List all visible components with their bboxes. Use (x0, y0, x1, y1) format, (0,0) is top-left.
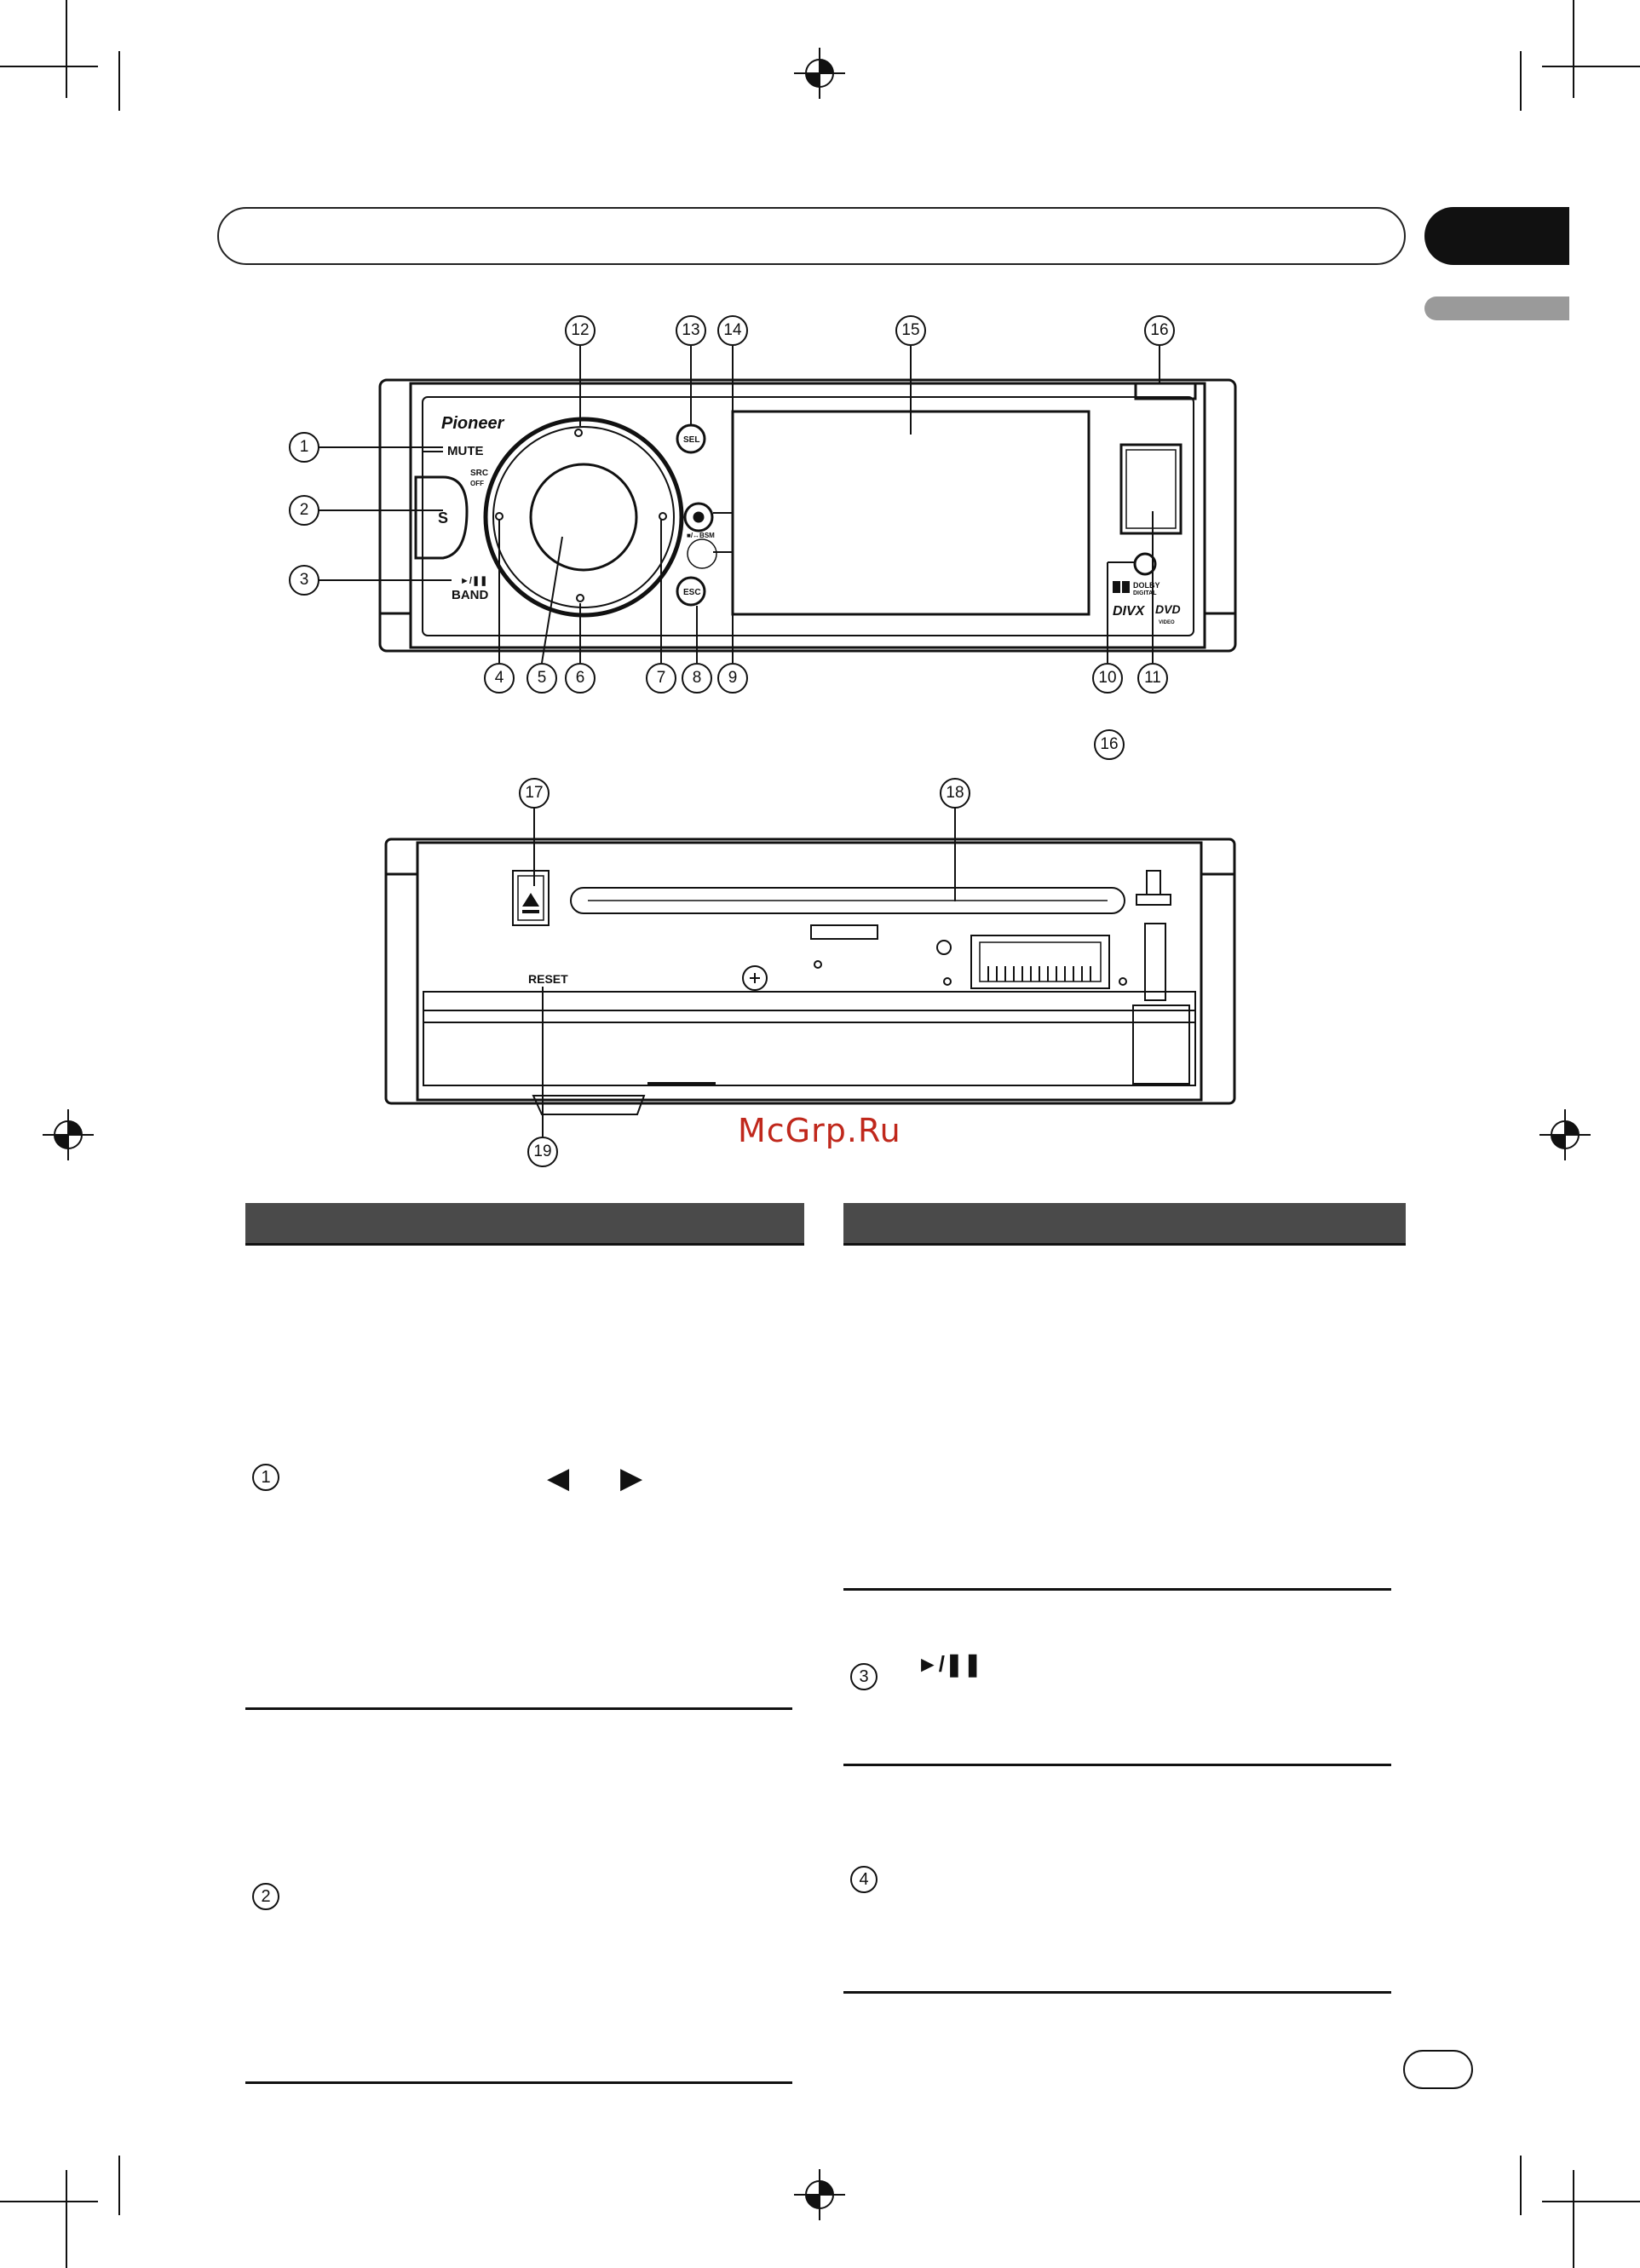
svg-text:VIDEO: VIDEO (1159, 620, 1175, 625)
svg-text:DIGITAL: DIGITAL (1133, 590, 1157, 596)
svg-text:■/↔BSM: ■/↔BSM (687, 532, 715, 539)
callout-14: 14 (717, 315, 748, 346)
callout-18: 18 (940, 778, 970, 809)
watermark: McGrp.Ru (738, 1112, 901, 1149)
callout-3: 3 (289, 565, 319, 596)
right-divider-2 (843, 1764, 1391, 1766)
callout-17: 17 (519, 778, 550, 809)
callout-7: 7 (646, 663, 676, 694)
callout-8: 8 (682, 663, 712, 694)
svg-text:MUTE: MUTE (447, 444, 484, 458)
callout-11: 11 (1137, 663, 1168, 694)
svg-text:DIVX: DIVX (1113, 604, 1145, 619)
svg-text:OFF: OFF (470, 480, 484, 487)
left-item-1-number: 1 (252, 1464, 279, 1491)
right-item-4-number: 4 (850, 1866, 878, 1893)
callout-10: 10 (1092, 663, 1123, 694)
callout-4: 4 (484, 663, 515, 694)
brand-logo: Pioneer (441, 414, 504, 433)
callout-15: 15 (895, 315, 926, 346)
svg-text:DOLBY: DOLBY (1133, 581, 1160, 590)
left-divider-1 (245, 1707, 792, 1710)
right-section-header (843, 1203, 1406, 1246)
callout-12: 12 (565, 315, 596, 346)
callout-6: 6 (565, 663, 596, 694)
callout-5: 5 (527, 663, 557, 694)
svg-text:RESET: RESET (528, 972, 568, 986)
svg-text:►/❚❚: ►/❚❚ (460, 576, 488, 586)
svg-text:SEL: SEL (683, 435, 700, 445)
right-divider-1 (843, 1588, 1391, 1591)
svg-text:SRC: SRC (470, 469, 489, 478)
arrow-left-icon: ◀ (547, 1462, 570, 1494)
callout-1: 1 (289, 432, 319, 463)
callout-13: 13 (676, 315, 706, 346)
left-divider-2 (245, 2081, 792, 2084)
right-item-3-number: 3 (850, 1663, 878, 1690)
callout-9: 9 (717, 663, 748, 694)
left-section-header (245, 1203, 804, 1246)
page-number (1403, 2050, 1473, 2089)
svg-text:DVD: DVD (1155, 602, 1181, 616)
right-divider-3 (843, 1991, 1391, 1994)
left-item-2-number: 2 (252, 1883, 279, 1910)
arrow-right-icon: ▶ (620, 1462, 643, 1494)
svg-text:ESC: ESC (683, 588, 701, 597)
note-callout-16: 16 (1094, 729, 1125, 760)
callout-2: 2 (289, 495, 319, 526)
callout-19: 19 (527, 1137, 558, 1167)
svg-text:S: S (438, 509, 449, 527)
callout-16: 16 (1144, 315, 1175, 346)
play-pause-icon: ►/❚❚ (917, 1651, 982, 1677)
svg-text:BAND: BAND (452, 588, 489, 602)
